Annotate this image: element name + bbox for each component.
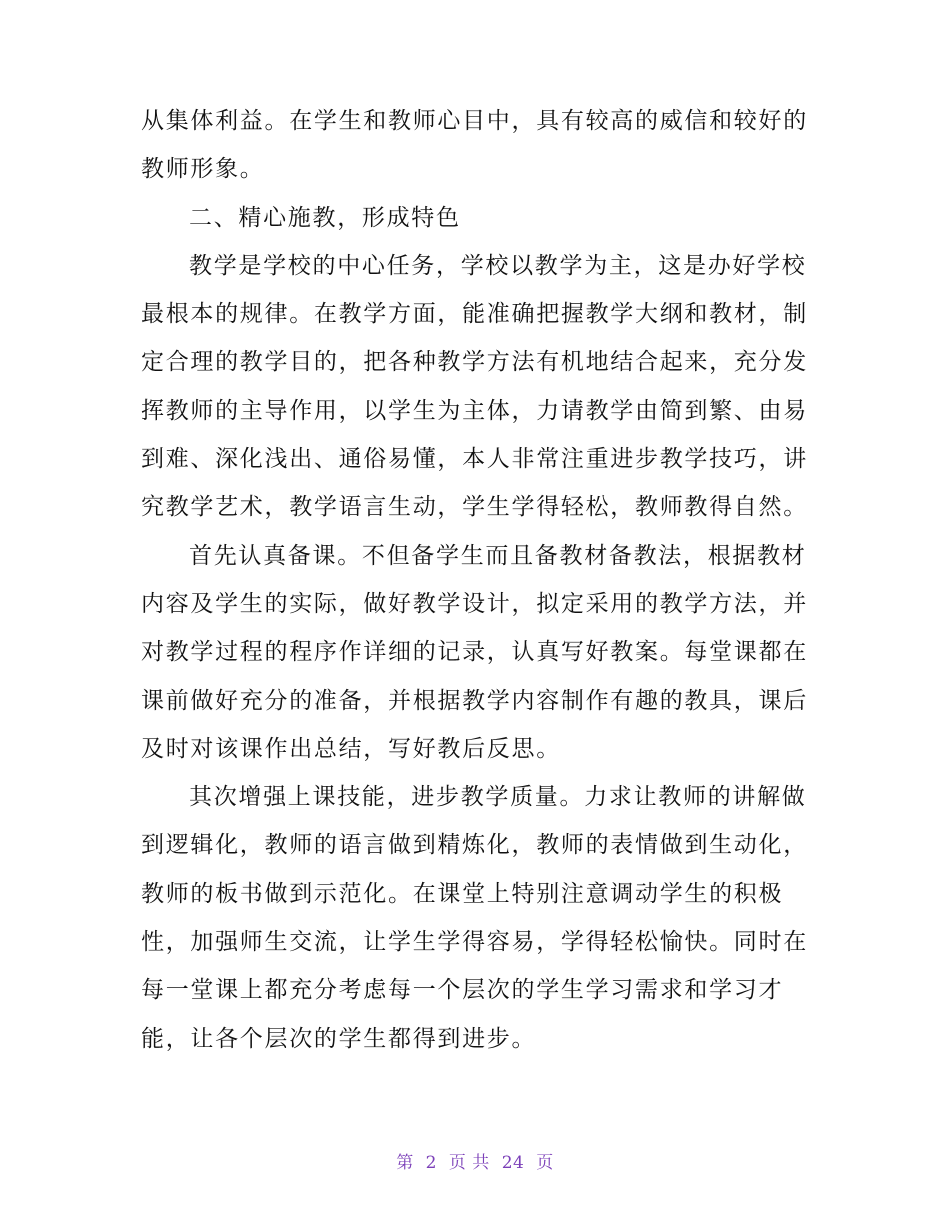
footer-mid: 页 共: [448, 1153, 490, 1173]
text-line: 教师的板书做到示范化。在课堂上特别注意调动学生的积极: [141, 880, 784, 907]
paragraph: [141, 773, 811, 1063]
text-line: 性，加强师生交流，让学生学得容易，学得轻松愉快。同时在: [141, 929, 808, 956]
text-line: 首先认真备课。不但备学生而且备教材备教法，根据教材: [189, 542, 807, 569]
paragraph: [141, 97, 811, 194]
text-line: 定合理的教学目的，把各种教学方法有机地结合起来，充分发: [141, 349, 808, 376]
text-line: 到难、深化浅出、通俗易懂，本人非常注重进步教学技巧，讲: [141, 446, 808, 473]
text-line: 其次增强上课技能，进步教学质量。力求让教师的讲解做: [189, 784, 807, 811]
text-line: 及时对该课作出总结，写好教后反思。: [141, 735, 561, 762]
text-line: 能，让各个层次的学生都得到进步。: [141, 1025, 537, 1052]
text-line: 二、精心施教，形成特色: [189, 204, 461, 231]
text-line: 每一堂课上都充分考虑每一个层次的学生学习需求和学习才: [141, 977, 784, 1004]
text-line: 挥教师的主导作用，以学生为主体，力请教学由简到繁、由易: [141, 397, 808, 424]
footer-suffix: 页: [536, 1153, 554, 1173]
text-line: 到逻辑化，教师的语言做到精炼化，教师的表情做到生动化，: [141, 832, 808, 859]
text-line: 从集体利益。在学生和教师心目中，具有较高的威信和较好的: [141, 108, 808, 134]
total-page-count: 24: [501, 1153, 525, 1173]
text-line: 课前做好充分的准备，并根据教学内容制作有趣的教具，课后: [141, 687, 808, 714]
text-line: 对教学过程的程序作详细的记录，认真写好教案。每堂课都在: [141, 639, 808, 666]
section-heading: [141, 194, 811, 242]
paragraph: [141, 532, 811, 773]
paragraph: [141, 242, 811, 532]
text-line: 教师形象。: [141, 156, 265, 183]
text-line: 究教学艺术，教学语言生动，学生学得轻松，教师教得自然。: [141, 494, 808, 521]
text-line: 最根本的规律。在教学方面，能准确把握教学大纲和教材，制: [141, 301, 808, 328]
footer-prefix: 第: [396, 1153, 414, 1173]
text-line: 教学是学校的中心任务，学校以教学为主，这是办好学校: [189, 252, 807, 279]
page-footer: [0, 1148, 950, 1173]
text-line: 内容及学生的实际，做好教学设计，拟定采用的教学方法，并: [141, 590, 808, 617]
current-page-number: 2: [425, 1153, 437, 1173]
document-body: [141, 97, 811, 1063]
